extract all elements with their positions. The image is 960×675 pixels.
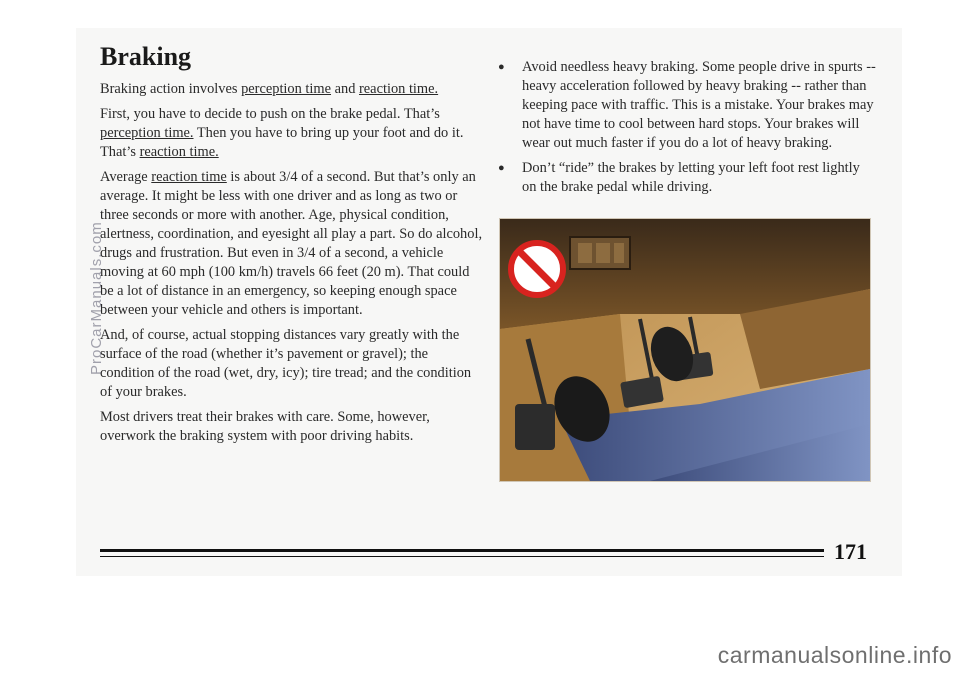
footer-rule-thin bbox=[100, 556, 824, 557]
bullet-icon: ● bbox=[498, 61, 505, 73]
section-heading: Braking bbox=[100, 42, 192, 71]
text-run: Braking action involves bbox=[100, 81, 242, 97]
paragraph-habits: Most drivers treat their brakes with care. Some, however, overwork the braking system with poor driving habits. bbox=[100, 409, 430, 444]
left-column bbox=[100, 42, 485, 452]
bullet-icon: ● bbox=[498, 162, 505, 174]
term-perception-time: perception time bbox=[241, 81, 332, 97]
term-reaction-time: reaction time. bbox=[359, 81, 439, 97]
text-run: Then you have to bring up your foot and do it. That’s bbox=[100, 125, 464, 160]
bullet-item bbox=[496, 159, 876, 197]
paragraph-decide bbox=[100, 105, 485, 162]
text-run: Average bbox=[100, 169, 152, 185]
right-column bbox=[496, 58, 876, 203]
text-run: and bbox=[331, 81, 359, 97]
bullet-item bbox=[496, 58, 876, 153]
page-number: 171 bbox=[834, 539, 867, 564]
bullet-text: Avoid needless heavy braking. Some people drive in spurts -- heavy acceleration followed by heavy braking -- rather than keeping pace with traffic. This is a mistake. Your brakes may not have time to cool between hard stops. Your brakes will wear out much faster if you do a lot of heavy braking. bbox=[522, 59, 876, 151]
paragraph-stopping: And, of course, actual stopping distances vary greatly with the surface of the road (whether it’s pavement or gravel); the condition of the road (wet, dry, icy); tire tread; and the condition of your brakes. bbox=[100, 327, 472, 400]
site-watermark: carmanualsonline.info bbox=[717, 642, 952, 668]
watermark: ProCarManuals.com bbox=[88, 221, 105, 375]
term-perception-time: perception time. bbox=[100, 125, 194, 141]
term-reaction-time: reaction time bbox=[151, 169, 227, 185]
paragraph-average bbox=[100, 168, 485, 320]
text-run: First, you have to decide to push on the brake pedal. That’s bbox=[100, 106, 440, 122]
text-run: is about 3/4 of a second. But that’s only an average. It might be less with one driver and as long as two or three seconds or more with another. Age, physical condition, alertness, coordination, and eyesight all play a part. So do alcohol, drugs and frustration. But even in 3/4 of a second, a vehicle moving at 60 mph (100 km/h) travels 66 feet (20 m). That could be a lot of distance in an emergency, so keeping enough space between your vehicle and others is important. bbox=[100, 169, 483, 318]
paragraph-intro bbox=[100, 80, 485, 99]
footwell-illustration bbox=[499, 218, 871, 482]
bullet-text: Don’t “ride” the brakes by letting your left foot rest lightly on the brake pedal while driving. bbox=[522, 160, 860, 195]
term-reaction-time: reaction time. bbox=[139, 144, 219, 160]
footer-rule-thick bbox=[100, 549, 824, 552]
pedal-photo bbox=[500, 219, 870, 481]
